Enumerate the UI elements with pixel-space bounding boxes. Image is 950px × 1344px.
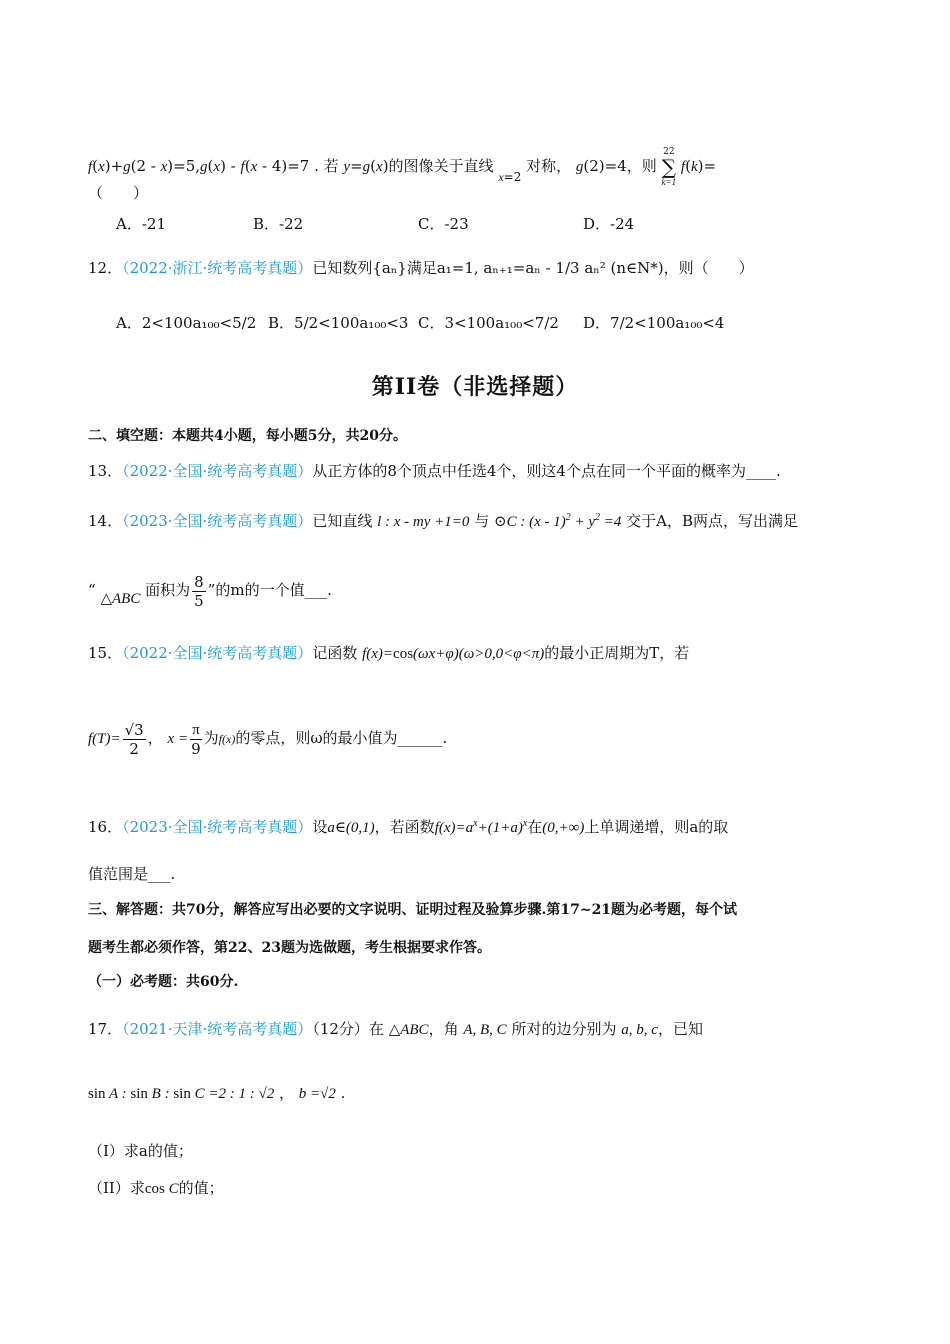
q15-number: 15． bbox=[88, 644, 123, 662]
q16-interval: (0,+∞) bbox=[542, 820, 585, 836]
q11-stem: f(x)+g(2 - x)=5,g(x) - f(x - 4)=7 . 若 y=g(x)的图像关于直线 $_{x=2}$ 对称， g(2)=4，则 22 ∑ k=1 f(k)= bbox=[88, 147, 717, 187]
q15-source: （2022·全国·统考高考真题） bbox=[122, 644, 313, 662]
section-title: 第II卷（非选择题） bbox=[371, 374, 579, 400]
solve-header-2: 题考生都必须作答，第22、23题为选做题，考生根据要求作答。 bbox=[88, 940, 491, 956]
q12-option-a: A．2<100a₁₀₀<5/2 bbox=[116, 314, 257, 332]
q16 bbox=[88, 814, 870, 838]
q14-circle-formula: ⊙C : $(x - 1)^2 + y^2 =4$ bbox=[494, 512, 622, 530]
q15-text-b: 的最小正周期为T，若 bbox=[544, 644, 690, 662]
q12-number: 12． bbox=[88, 259, 123, 277]
q16-text-d: 上单调递增，则a的取 bbox=[584, 818, 729, 836]
q14-text-a: 已知直线 bbox=[312, 512, 373, 530]
q16-function-formula: $f(x)=a^x+(1+a)^x$ bbox=[434, 818, 528, 836]
q11-option-b: B．-22 bbox=[253, 215, 304, 233]
q14-triangle: △ABC bbox=[100, 591, 141, 607]
q15-pi-fraction: $\frac{\pi}{9}$ bbox=[191, 721, 201, 758]
q14-fraction: $\frac{8}{5}$ bbox=[194, 572, 204, 610]
q17-triangle: △ABC bbox=[388, 1022, 429, 1038]
q12-source: （2022·浙江·统考高考真题） bbox=[122, 259, 313, 277]
q16-number: 16． bbox=[88, 818, 123, 836]
q15-text-c: 为 bbox=[203, 729, 219, 747]
required-header: （一）必考题：共60分. bbox=[88, 974, 239, 990]
q15-text-a: 记函数 bbox=[312, 644, 358, 662]
q17-cosc: cos C bbox=[144, 1181, 179, 1197]
q15-line2 bbox=[88, 718, 870, 759]
q14-source: （2023·全国·统考高考真题） bbox=[122, 512, 313, 530]
q14 bbox=[88, 508, 870, 532]
q13-number: 13． bbox=[88, 462, 123, 480]
q16-a-domain: a∈(0,1) bbox=[327, 820, 375, 836]
q17-text-c: ，已知 bbox=[657, 1020, 703, 1038]
q13-source: （2022·全国·统考高考真题） bbox=[122, 462, 313, 480]
q14-area-text: 面积为 bbox=[145, 581, 191, 599]
q13 bbox=[88, 461, 870, 481]
q16-line2: 值范围是___. bbox=[88, 865, 176, 883]
q11-paren: （ ） bbox=[88, 184, 149, 202]
q12-option-c: C．3<100a₁₀₀<7/2 bbox=[418, 314, 559, 332]
q17-sides: a, b, c bbox=[621, 1022, 658, 1038]
q15-sqrt3-fraction: $\frac{√3}{2}$ bbox=[124, 720, 144, 758]
q15-fx: f(x) bbox=[218, 732, 236, 746]
q11-option-c: C．-23 bbox=[418, 215, 469, 233]
q17-number: 17． bbox=[88, 1020, 123, 1038]
q11-option-d: D．-24 bbox=[583, 215, 635, 233]
q17-points: （12分）在 bbox=[312, 1020, 384, 1038]
q15 bbox=[88, 643, 870, 664]
q12-option-b: B．5/2<100a₁₀₀<3 bbox=[268, 314, 409, 332]
q17-source: （2021·天津·统考高考真题） bbox=[122, 1020, 313, 1038]
q17-part1: （I）求a的值； bbox=[88, 1142, 193, 1160]
q17-text-a: ，角 bbox=[428, 1020, 459, 1038]
q16-source: （2023·全国·统考高考真题） bbox=[122, 818, 313, 836]
q14-text-b: 与 bbox=[474, 512, 490, 530]
q17-sine-ratio: sin A : sin B : sin C =2 : 1 : √2 bbox=[88, 1086, 275, 1102]
q17-part2 bbox=[88, 1178, 870, 1199]
q11-option-a: A．-21 bbox=[116, 215, 166, 233]
q14-open-quote: “ bbox=[88, 581, 96, 599]
q17-part2-b: 的值； bbox=[178, 1179, 224, 1197]
fill-header: 二、填空题：本题共4小题，每小题5分，共20分。 bbox=[88, 428, 407, 444]
q14-text-c: 交于A，B两点，写出满足 bbox=[626, 512, 799, 530]
q17-condition: sin A : sin B : sin C =2 : 1 : √2 ， b =√2 . bbox=[88, 1084, 346, 1102]
q14-tail: ”的m的一个值___. bbox=[207, 581, 332, 599]
q17-b-value: b =√2 bbox=[298, 1086, 336, 1102]
q13-text: 从正方体的8个顶点中任选4个，则这4个点在同一个平面的概率为____. bbox=[312, 462, 781, 480]
q12-option-d: D．7/2<100a₁₀₀<4 bbox=[583, 314, 725, 332]
q15-function-formula: f(x)=cos(ωx+φ)(ω>0,0<φ<π) bbox=[362, 646, 545, 662]
q16-text-c: 在 bbox=[527, 818, 543, 836]
q17-angles: A, B, C bbox=[463, 1022, 507, 1038]
q14-line-formula: l : x - my +1=0 bbox=[377, 514, 470, 530]
q12-text: 已知数列{aₙ}满足a₁=1, aₙ₊₁=aₙ - 1/3 aₙ² (n∈N*)，则（ ） bbox=[312, 259, 754, 277]
q14-number: 14． bbox=[88, 512, 123, 530]
solve-header: 三、解答题：共70分，解答应写出必要的文字说明、证明过程及验算步骤.第17~21题为必考题，每个试 bbox=[88, 902, 738, 918]
q15-comma: ， bbox=[147, 729, 163, 747]
q15-x-equals: x = bbox=[167, 731, 189, 747]
q12-stem bbox=[88, 258, 870, 278]
q17-text-b: 所对的边分别为 bbox=[511, 1020, 617, 1038]
q16-text-b: ，若函数 bbox=[374, 818, 435, 836]
q15-condition: f(T)= bbox=[88, 731, 121, 747]
q17 bbox=[88, 1019, 870, 1040]
q16-text-a: 设 bbox=[312, 818, 328, 836]
q14-line2 bbox=[88, 572, 870, 610]
q15-tail: 的零点，则ω的最小值为______. bbox=[235, 729, 448, 747]
q17-part2-a: （II）求 bbox=[88, 1179, 145, 1197]
